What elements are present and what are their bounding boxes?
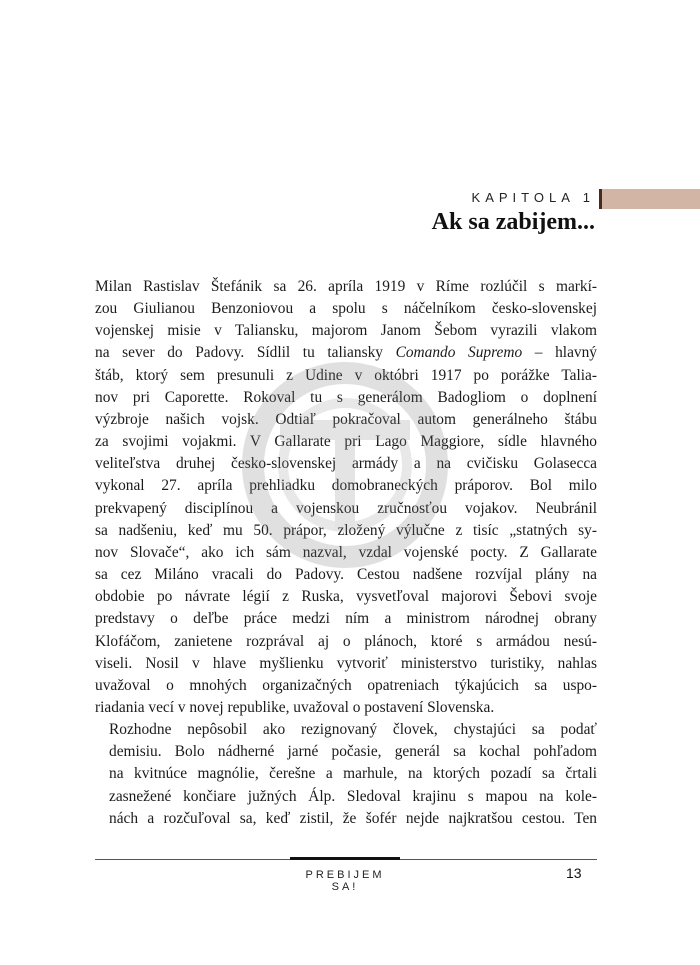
text-line: výzbroje našich vojsk. Odtiaľ pokračoval autom generálneho štábu bbox=[95, 410, 597, 428]
text-line: veliteľstva druhej česko-slovenskej armády a na cvičisku Golasecca bbox=[95, 455, 597, 473]
paragraph-2 bbox=[95, 719, 597, 830]
text-line: uvažoval o mnohých organizačných opatreniach týkajúcich sa uspo- bbox=[95, 676, 597, 694]
text-line: prekvapený disciplínou a vojenskou zručnosťou vojakov. Neubránil bbox=[95, 499, 597, 517]
text-line: nách a rozčuľoval sa, keď zistil, že šofér nejde najkratšou cestou. Ten bbox=[109, 809, 597, 827]
text-line: viseli. Nosil v hlave myšlienku vytvoriť ministerstvo turistiky, nahlas bbox=[95, 654, 597, 672]
page-number: 13 bbox=[566, 865, 582, 881]
body-text bbox=[95, 276, 597, 830]
text-line: nov Slovače“, ako ich sám nazval, vzdal vojenské pocty. Z Gallarate bbox=[95, 543, 597, 561]
text-segment: na sever do Padovy. Sídlil tu taliansky bbox=[95, 344, 396, 362]
text-line: demisiu. Bolo nádherné jarné počasie, generál sa kochal pohľadom bbox=[109, 743, 597, 761]
paragraph-1 bbox=[95, 276, 597, 719]
text-line: predstavy o deľbe práce medzi ním a ministrom národnej obrany bbox=[95, 610, 597, 628]
text-line: sa cez Miláno vracali do Padovy. Cestou nadšene rozvíjal plány na bbox=[95, 566, 597, 584]
chapter-label: KAPITOLA 1 bbox=[471, 190, 595, 205]
chapter-title: Ak sa zabijem... bbox=[431, 209, 595, 235]
text-line: na kvitnúce magnólie, čerešne a marhule, na ktorých pozadí sa črtali bbox=[109, 765, 597, 783]
footer-rule-accent bbox=[290, 857, 400, 860]
text-line: Rozhodne nepôsobil ako rezignovaný človek, chystajúci sa podať bbox=[109, 721, 597, 739]
text-line: za svojimi vojakmi. V Gallarate pri Lago Maggiore, sídle hlavného bbox=[95, 433, 597, 451]
running-title: PREBIJEM SA! bbox=[305, 869, 385, 893]
text-line: štáb, ktorý sem presunuli z Udine v októbri 1917 po porážke Talia- bbox=[95, 366, 597, 384]
text-line: Klofáčom, zanietene rozprával aj o plánoch, ktoré s armádou nesú- bbox=[95, 632, 597, 650]
text-line: sa nadšeniu, keď mu 50. prápor, zložený výlučne z tisíc „statných sy- bbox=[95, 521, 597, 539]
chapter-color-bar bbox=[602, 189, 700, 209]
text-line: obdobie po návrate légií z Ruska, vysvetľoval majorovi Šebovi svoje bbox=[95, 588, 597, 606]
text-line: vojenskej misie v Taliansku, majorom Janom Šebom vyrazili vlakom bbox=[95, 322, 597, 340]
text-line: zou Giulianou Benzoniovou a spolu s náčelníkom česko-slovenskej bbox=[95, 300, 597, 318]
text-line bbox=[95, 342, 597, 364]
text-segment: – hlavný bbox=[522, 344, 598, 362]
text-line: Milan Rastislav Štefánik sa 26. apríla 1919 v Ríme rozlúčil s markí- bbox=[95, 278, 597, 295]
text-line: nov pri Caporette. Rokoval tu s generálom Badogliom o doplnení bbox=[95, 388, 597, 406]
text-line: zasnežené končiare južných Álp. Sledoval krajinu s mapou na kole- bbox=[109, 787, 597, 805]
italic-phrase: Comando Supremo bbox=[395, 344, 523, 362]
text-line: riadania vecí v novej republike, uvažoval o postavení Slovenska. bbox=[95, 698, 495, 716]
text-line: vykonal 27. apríla prehliadku domobraneckých práporov. Bol milo bbox=[95, 477, 597, 495]
